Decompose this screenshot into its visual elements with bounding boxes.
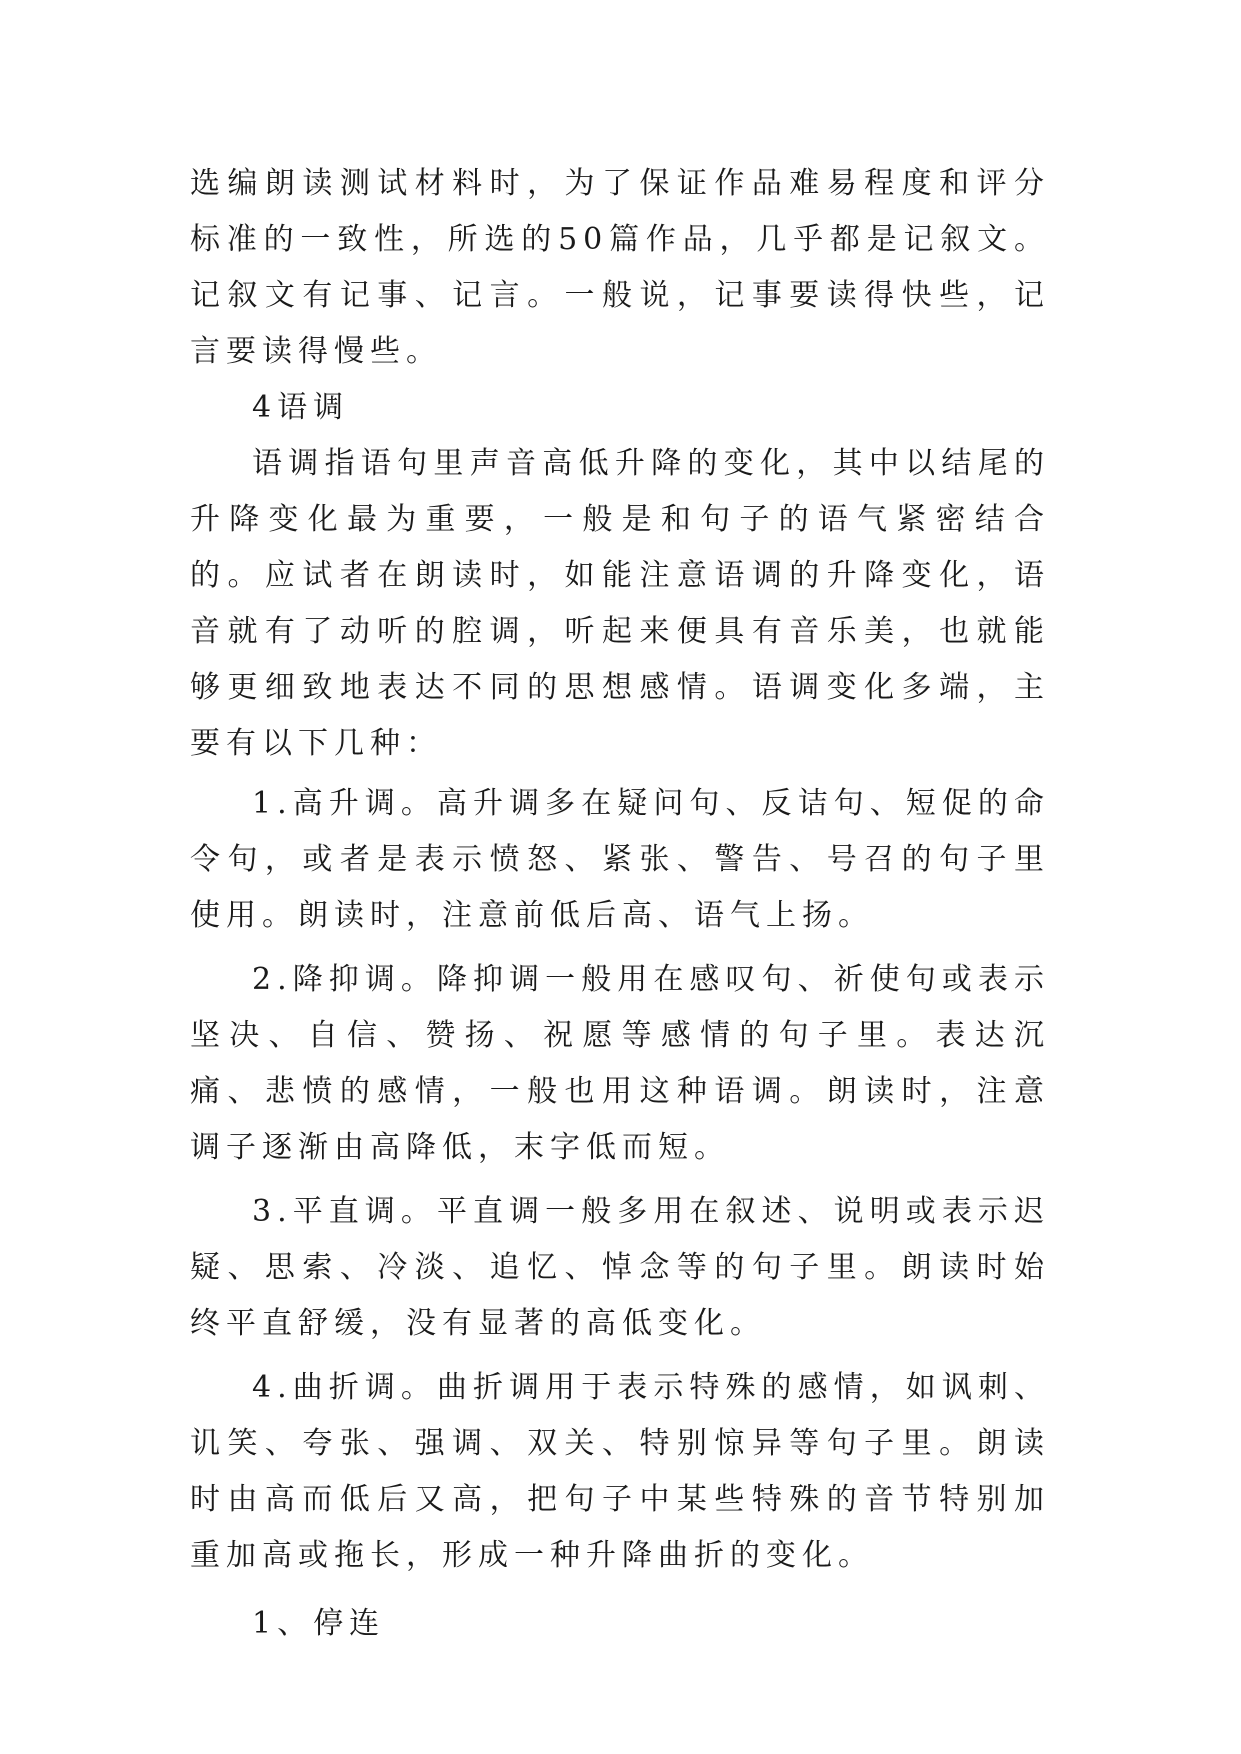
paragraph-rising-tone: 1.高升调。高升调多在疑问句、反诘句、短促的命令句，或者是表示愤怒、紧张、警告、号召的句子里使用。朗读时，注意前低后高、语气上扬。 xyxy=(190,786,1050,933)
document-body xyxy=(190,156,1050,1652)
paragraph-falling-tone: 2.降抑调。降抑调一般用在感叹句、祈使句或表示坚决、自信、赞扬、祝愿等感情的句子里。表达沉痛、悲愤的感情，一般也用这种语调。朗读时，注意调子逐渐由高降低，末字低而短。 xyxy=(190,962,1050,1165)
paragraph-curved-tone: 4.曲折调。曲折调用于表示特殊的感情，如讽刺、讥笑、夸张、强调、双关、特别惊异等句子里。朗读时由高而低后又高，把句子中某些特殊的音节特别加重加高或拖长，形成一种升降曲折的变化。 xyxy=(190,1370,1050,1573)
paragraph-level-tone: 3.平直调。平直调一般多用在叙述、说明或表示迟疑、思索、冷淡、追忆、悼念等的句子里。朗读时始终平直舒缓，没有显著的高低变化。 xyxy=(190,1194,1050,1341)
paragraph-intonation-definition: 语调指语句里声音高低升降的变化，其中以结尾的升降变化最为重要，一般是和句子的语气紧密结合的。应试者在朗读时，如能注意语调的升降变化，语音就有了动听的腔调，听起来便具有音乐美，也就能够更细致地表达不同的思想感情。语调变化多端，主要有以下几种： xyxy=(190,446,1050,761)
paragraph-reading-material: 选编朗读测试材料时，为了保证作品难易程度和评分标准的一致性，所选的50篇作品，几乎都是记叙文。记叙文有记事、记言。一般说，记事要读得快些，记言要读得慢些。 xyxy=(190,166,1050,369)
heading-pause-and-link: 1、停连 xyxy=(252,1606,386,1641)
heading-intonation: 4语调 xyxy=(252,390,350,425)
